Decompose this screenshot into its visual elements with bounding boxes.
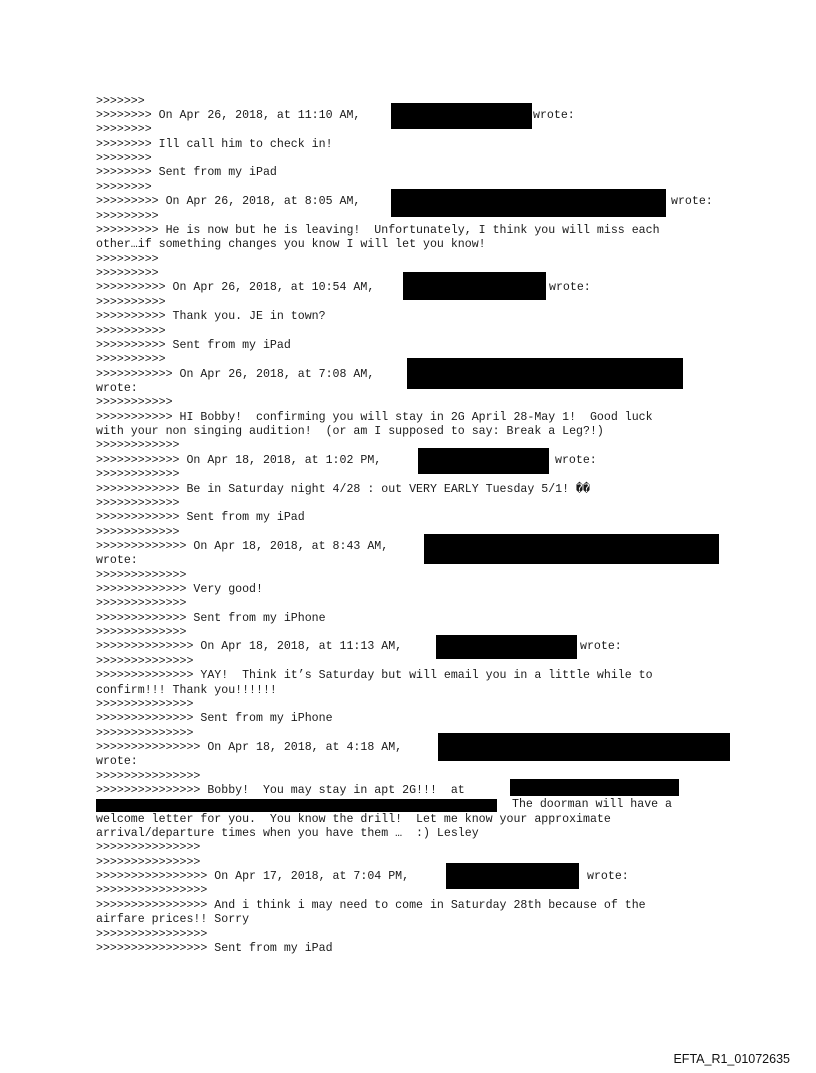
message-line: >>>>>>>>>>> HI Bobby! confirming you will stay in 2G April 28-May 1! Good luck [96,411,653,424]
quote-line: >>>>>>>>>>>>>>>> [96,928,208,941]
signature-line: >>>>>>>>>>>> Sent from my iPad [96,511,305,524]
signature-line: >>>>>>>>>>>>>> Sent from my iPhone [96,712,333,725]
quote-line: >>>>>>>>>>>> [96,526,180,539]
message-line: airfare prices!! Sorry [96,913,250,926]
redaction-box [510,779,679,796]
wrote-label: wrote: [555,454,597,467]
message-line: >>>>>>>>>>>>>>>> And i think i may need to come in Saturday 28th because of the [96,899,646,912]
redaction-box [403,272,546,300]
quote-line: >>>>>>>>>>>> [96,497,180,510]
email-header-line: >>>>>>>>>>>>> On Apr 18, 2018, at 8:43 AM, [96,540,389,553]
redaction-box [407,358,683,389]
quote-line: >>>>>>>>>>> [96,396,173,409]
redaction-box [446,863,579,889]
wrote-label: wrote: [587,870,629,883]
redaction-box [436,635,577,659]
signature-line: >>>>>>>>>>>>> Sent from my iPhone [96,612,326,625]
quote-line: >>>>>>>>>> [96,353,166,366]
quote-line: >>>>>>>>> [96,210,159,223]
email-header-line: >>>>>>>>>>>> On Apr 18, 2018, at 1:02 PM, [96,454,382,467]
quote-line: >>>>>>>>>>>>>>> [96,841,201,854]
message-line: >>>>>>>>>> Thank you. JE in town? [96,310,326,323]
email-header-line: >>>>>>>>>>>>>> On Apr 18, 2018, at 11:13 AM, [96,640,403,653]
document-id: EFTA_R1_01072635 [673,1052,790,1066]
wrote-label: wrote: [96,554,138,567]
email-header-line: >>>>>>>> On Apr 26, 2018, at 11:10 AM, [96,109,361,122]
wrote-label: wrote: [549,281,591,294]
quote-line: >>>>>>>>>>>>>>> [96,856,201,869]
message-line: welcome letter for you. You know the drill! Let me know your approximate [96,813,611,826]
email-header-line: >>>>>>>>>> On Apr 26, 2018, at 10:54 AM, [96,281,375,294]
quote-line: >>>>>>>>>>>>> [96,569,187,582]
message-line: confirm!!! Thank you!!!!!! [96,684,277,697]
message-line: >>>>>>>>>>>>>> YAY! Think it’s Saturday but will email you in a little while to [96,669,653,682]
signature-line: >>>>>>>>>>>>>>>> Sent from my iPad [96,942,333,955]
quote-line: >>>>>>>>> [96,253,159,266]
quote-line: >>>>>>>>> [96,267,159,280]
quote-line: >>>>>>>>>>>>>> [96,655,194,668]
quote-line: >>>>>>>>>>>> [96,439,180,452]
quote-line: >>>>>>>> [96,181,152,194]
email-header-line: >>>>>>>>> On Apr 26, 2018, at 8:05 AM, [96,195,361,208]
message-line: >>>>>>>> Ill call him to check in! [96,138,333,151]
wrote-label: wrote: [580,640,622,653]
email-header-line: >>>>>>>>>>>>>>> On Apr 18, 2018, at 4:18 AM, [96,741,403,754]
signature-line: >>>>>>>>>> Sent from my iPad [96,339,291,352]
quote-line: >>>>>>> [96,95,145,108]
quote-line: >>>>>>>>>>>>>>>> [96,884,208,897]
redaction-box [424,534,719,564]
message-line: >>>>>>>>>>>> Be in Saturday night 4/28 : out VERY EARLY Tuesday 5/1! �� [96,483,591,496]
email-header-line: >>>>>>>>>>>>>>>> On Apr 17, 2018, at 7:04 PM, [96,870,410,883]
message-line: The doorman will have a [512,798,673,811]
signature-line: >>>>>>>> Sent from my iPad [96,166,277,179]
quote-line: >>>>>>>>>>>>>> [96,698,194,711]
redaction-box [391,103,532,129]
quote-line: >>>>>>>> [96,123,152,136]
message-line: arrival/departure times when you have them … :) Lesley [96,827,479,840]
email-header-line: >>>>>>>>>>> On Apr 26, 2018, at 7:08 AM, [96,368,375,381]
message-line: >>>>>>>>> He is now but he is leaving! Unfortunately, I think you will miss each [96,224,660,237]
message-line: other…if something changes you know I will let you know! [96,238,486,251]
quote-line: >>>>>>>>>> [96,296,166,309]
redaction-box [391,189,666,217]
redaction-box [96,799,497,812]
quote-line: >>>>>>>>>>>>>>> [96,770,201,783]
message-line: >>>>>>>>>>>>> Very good! [96,583,263,596]
redaction-box [418,448,549,474]
quote-line: >>>>>>>>>>>>>> [96,727,194,740]
message-line: with your non singing audition! (or am I supposed to say: Break a Leg?!) [96,425,604,438]
quote-line: >>>>>>>> [96,152,152,165]
wrote-label: wrote: [533,109,575,122]
quote-line: >>>>>>>>>>>> [96,468,180,481]
redaction-box [438,733,730,761]
quote-line: >>>>>>>>>>>>> [96,626,187,639]
wrote-label: wrote: [96,382,138,395]
message-line: >>>>>>>>>>>>>>> Bobby! You may stay in apt 2G!!! at [96,784,465,797]
wrote-label: wrote: [671,195,713,208]
wrote-label: wrote: [96,755,138,768]
quote-line: >>>>>>>>>> [96,325,166,338]
quote-line: >>>>>>>>>>>>> [96,597,187,610]
